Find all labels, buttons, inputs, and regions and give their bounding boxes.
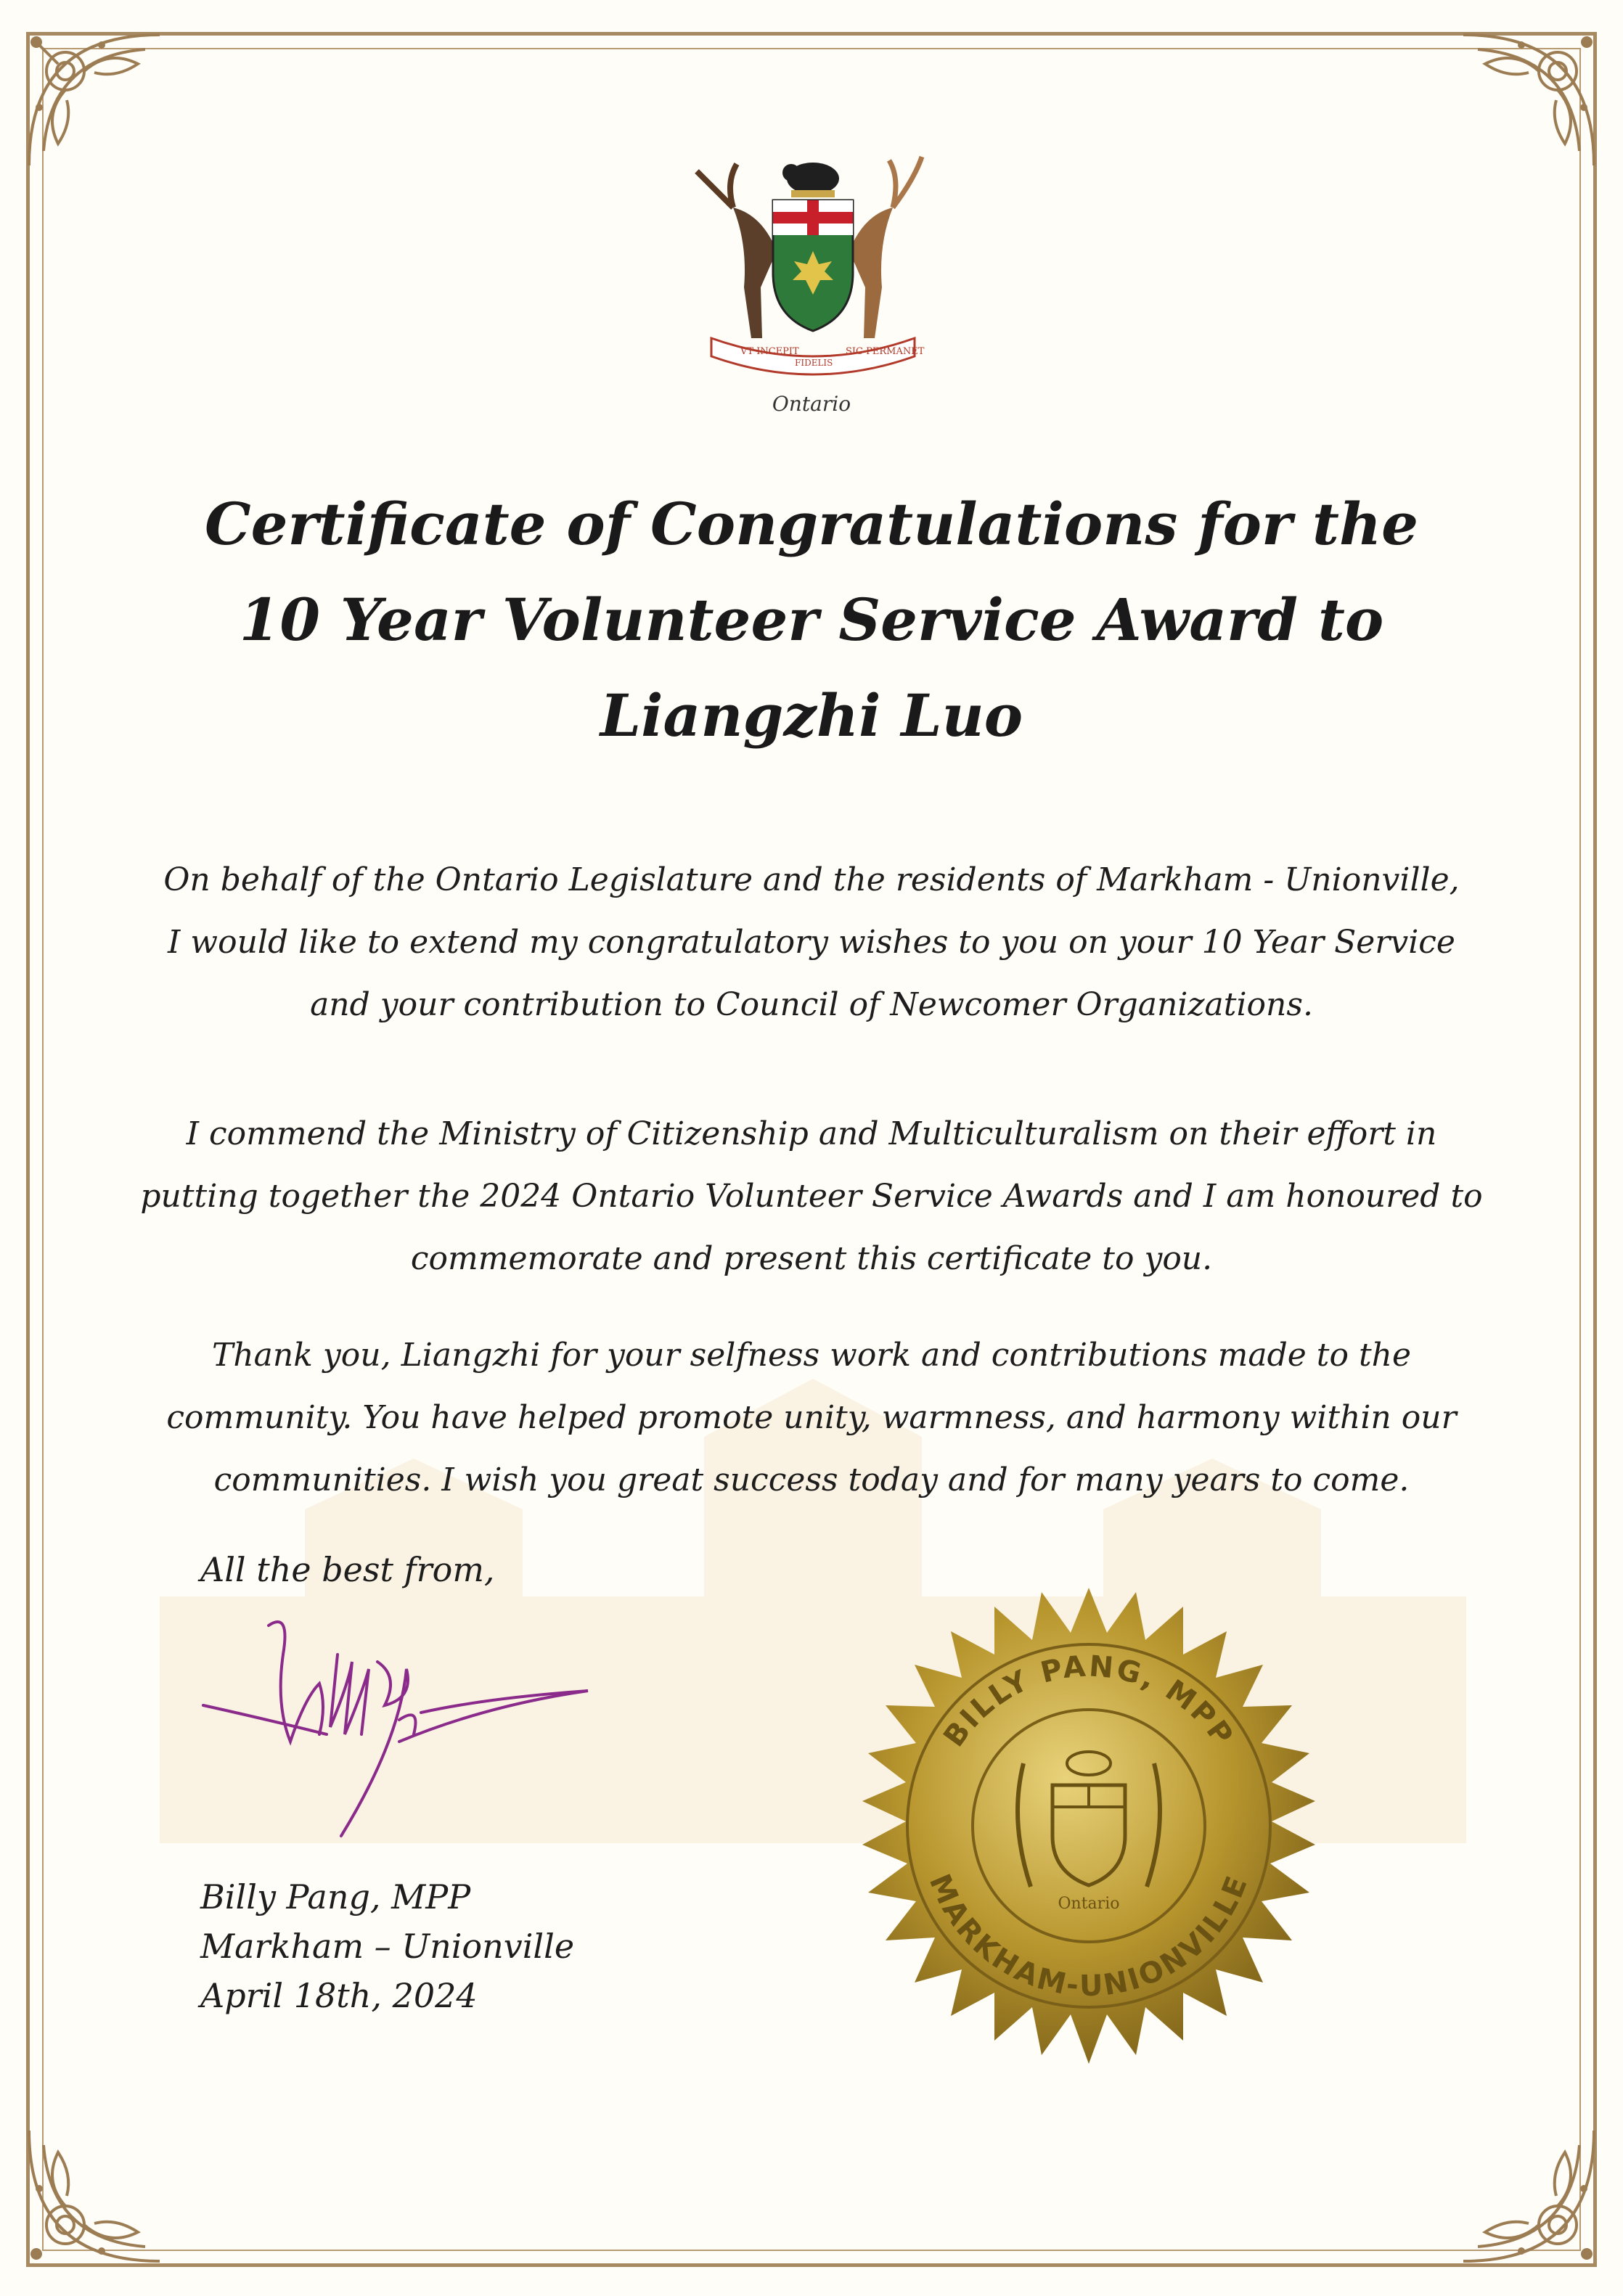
handwritten-signature-icon <box>181 1596 617 1872</box>
corner-ornament-icon <box>1442 2109 1608 2276</box>
signer-block <box>200 1872 574 2020</box>
title-line: Certificate of Congratulations for the <box>204 490 1419 558</box>
seal-center-text: Ontario <box>1058 1895 1120 1913</box>
gold-seal-icon <box>842 1582 1336 2075</box>
title-line: 10 Year Volunteer Service Award to <box>239 586 1384 654</box>
certificate-date: April 18th, 2024 <box>200 1976 478 2015</box>
body-line: I commend the Ministry of Citizenship and Multiculturalism on their effort in <box>186 1115 1437 1152</box>
body-line: commemorate and present this certificate to you. <box>410 1240 1213 1277</box>
body-paragraph <box>80 1103 1543 1290</box>
body-line: communities. I wish you great success today and for many years to come. <box>213 1461 1410 1498</box>
closing-line: All the best from, <box>200 1550 495 1589</box>
corner-ornament-icon <box>15 20 181 187</box>
certificate-title <box>0 476 1623 763</box>
body-line: On behalf of the Ontario Legislature and the residents of Markham - Unionville, <box>163 861 1460 898</box>
body-line: putting together the 2024 Ontario Volunteer Service Awards and I am honoured to <box>140 1178 1483 1215</box>
body-paragraph <box>80 1324 1543 1512</box>
corner-ornament-icon <box>1442 20 1608 187</box>
body-paragraph <box>80 849 1543 1036</box>
corner-ornament-icon <box>15 2109 181 2276</box>
motto-left: VT INCEPIT <box>740 346 799 357</box>
body-line: I would like to extend my congratulatory wishes to you on your 10 Year Service <box>168 924 1455 961</box>
signer-name: Billy Pang, MPP <box>200 1877 471 1916</box>
body-line: Thank you, Liangzhi for your selfness work and contributions made to the <box>212 1337 1411 1374</box>
body-line: community. You have helped promote unity, warmness, and harmony within our <box>166 1399 1457 1436</box>
province-label: Ontario <box>772 392 851 416</box>
seal-bottom-text: MARKHAM-UNIONVILLE <box>922 1869 1255 2004</box>
motto-center: FIDELIS <box>795 358 833 368</box>
seal-top-text: BILLY PANG, MPP <box>937 1649 1240 1753</box>
body-line: and your contribution to Council of Newcomer Organizations. <box>310 986 1313 1023</box>
signer-riding: Markham – Unionville <box>200 1927 575 1966</box>
motto-right: SIC PERMANET <box>846 346 925 357</box>
recipient-name: Liangzhi Luo <box>600 681 1023 750</box>
ontario-coat-of-arms-icon <box>682 142 944 382</box>
